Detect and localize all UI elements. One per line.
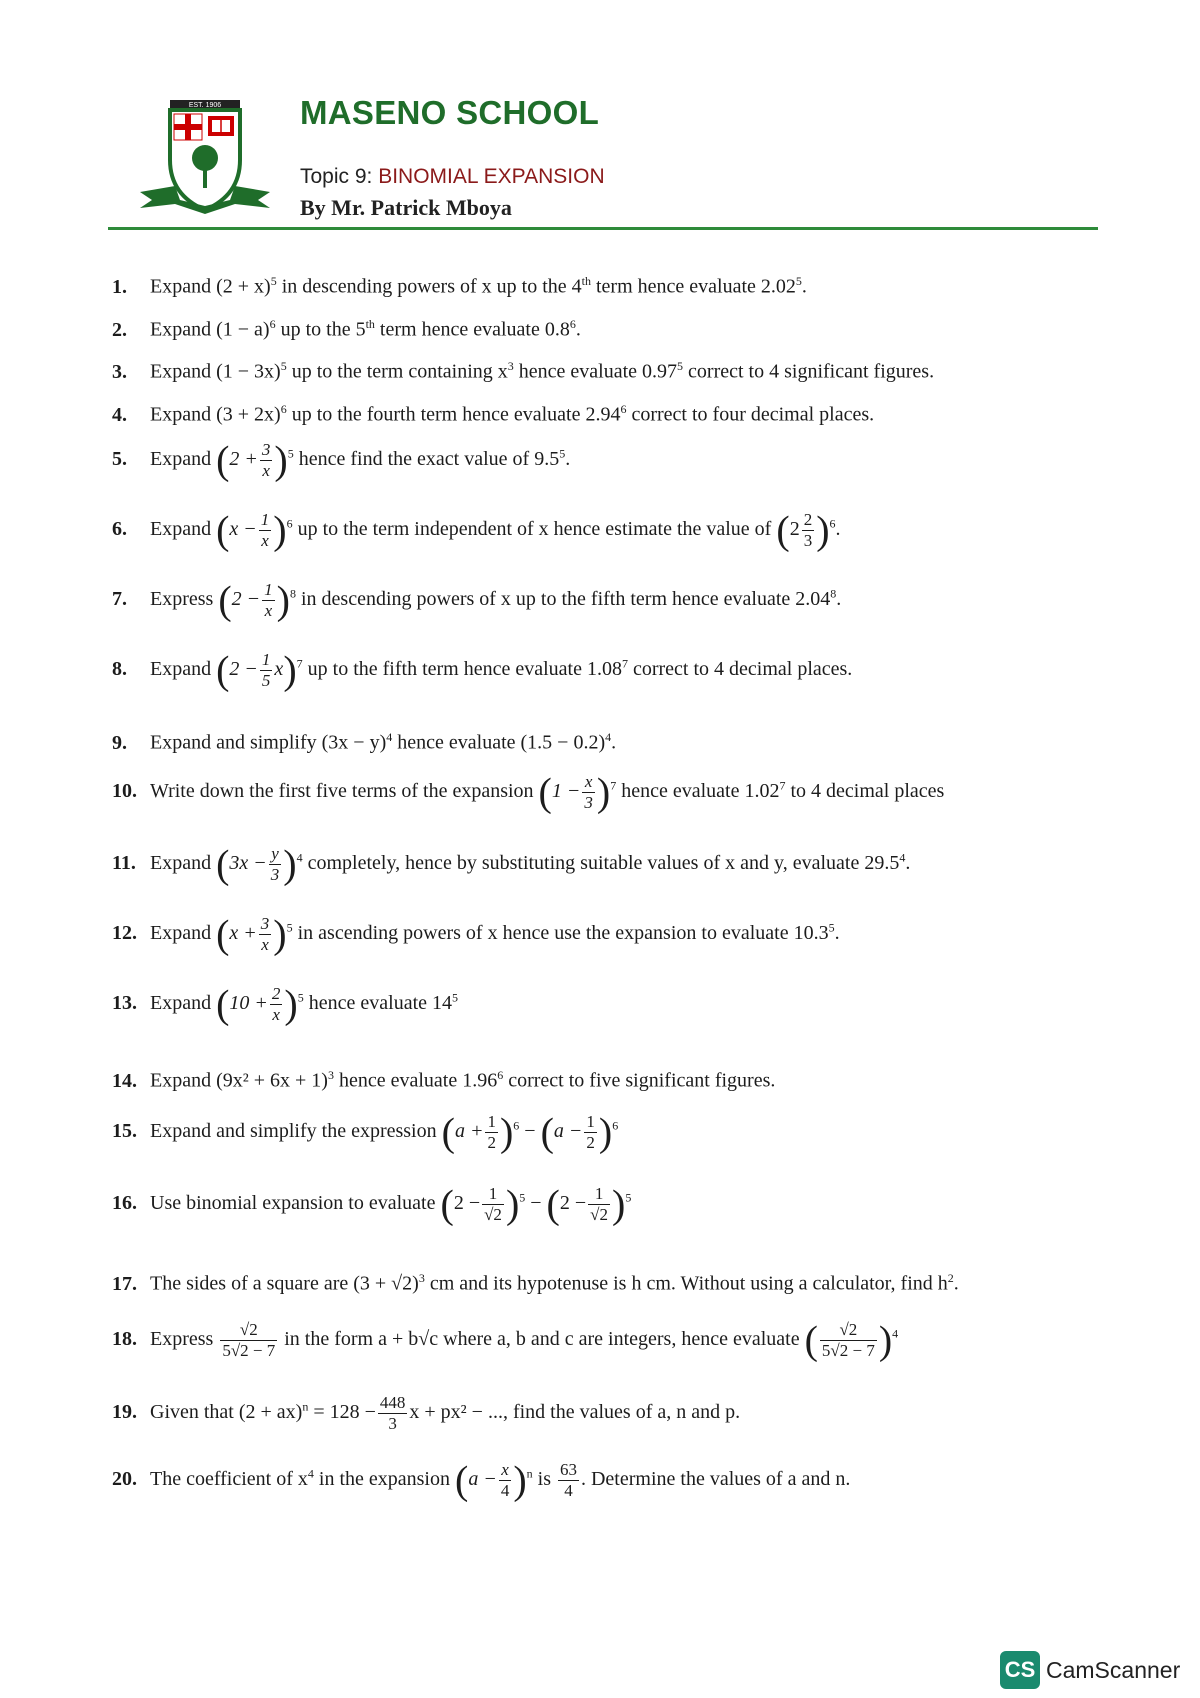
question-16: 16. Use binomial expansion to evaluate (2 − $\frac{1}{√2}$ )$^5$ − (2 − $\frac{1}{√2}$ )$^5$	[112, 1181, 632, 1227]
exponent: 3	[507, 359, 514, 373]
question-20: 20. The coefficient of $x^4$ in the expansion (a − $\frac{x}{4}$ )$^n$ is $\frac{63}{4}$ . Determine the values of a and n.	[112, 1457, 851, 1503]
question-1	[112, 268, 1102, 300]
question-text: .	[575, 318, 581, 341]
question-number: 8.	[112, 658, 127, 681]
exponent: n	[526, 1466, 533, 1481]
question-text: Given that (2 + ax)	[150, 1401, 303, 1424]
question-text: Expand	[150, 852, 212, 875]
fraction: $\frac{1}{√2}$	[590, 1184, 608, 1224]
author-line: By Mr. Patrick Mboya	[300, 195, 512, 220]
question-text: Expand (2 + x)	[150, 275, 271, 298]
question-text: Expand (3 + 2x)	[150, 403, 281, 426]
question-text: hence evaluate 0.97	[513, 360, 678, 383]
question-8: 8. Expand (2 − $\frac{1}{5}$ x)$^7$ up to the fifth term hence evaluate 1.08$^7$ correct to 4 decimal places.	[112, 647, 853, 693]
math-term: 2	[789, 518, 800, 541]
camscanner-label: CamScanner	[1046, 1656, 1181, 1683]
question-text: correct to four decimal places.	[626, 403, 875, 426]
exponent: 6	[569, 317, 576, 331]
exponent: 5	[519, 1190, 526, 1205]
question-text: in ascending powers of x hence use the expansion to evaluate 10.3	[292, 922, 829, 945]
exponent: 7	[296, 656, 303, 671]
math-term: x −	[229, 518, 257, 541]
question-text: .	[565, 448, 571, 471]
math-operator: −	[519, 1120, 541, 1143]
question-number: 3.	[112, 360, 127, 383]
exponent: 8	[830, 586, 837, 601]
exponent: 5	[270, 274, 277, 288]
question-text: hence evaluate (1.5 − 0.2)	[392, 731, 606, 754]
question-number: 10.	[112, 780, 137, 803]
question-15: 15. Expand and simplify the expression (a + $\frac{1}{2}$ )$^6$ − (a − $\frac{1}{2}$ )$^6$	[112, 1109, 619, 1155]
question-text: up to the 5	[275, 318, 366, 341]
question-12: 12. Expand (x + $\frac{3}{x}$ )$^5$ in ascending powers of x hence use the expansion to evaluate 10.3$^5$.	[112, 911, 840, 957]
math-term: a −	[553, 1120, 583, 1143]
math-term: x +	[229, 922, 257, 945]
exponent: 4	[892, 1326, 899, 1341]
question-text: Expand	[150, 992, 212, 1015]
exponent: 6	[497, 1068, 504, 1082]
question-text: Expand	[150, 658, 212, 681]
question-text: x + px² − ..., find the values of a, n and p.	[409, 1401, 741, 1424]
topic-title	[300, 165, 605, 189]
math-term: a +	[454, 1120, 484, 1143]
question-text: correct to 4 significant figures.	[683, 360, 935, 383]
question-text: cm and its hypotenuse is h cm. Without using a calculator, find h	[424, 1272, 948, 1295]
question-text: is	[532, 1468, 551, 1491]
question-text: The coefficient of x	[150, 1468, 308, 1491]
school-name: MASENO SCHOOL	[300, 94, 600, 131]
question-number: 4.	[112, 403, 127, 426]
exponent: 5	[280, 359, 287, 373]
math-term: 2 −	[559, 1192, 587, 1215]
header-divider	[108, 227, 1098, 230]
question-text: Expand and simplify (3x − y)	[150, 731, 387, 754]
fraction: $\frac{2}{3}$	[803, 510, 813, 550]
exponent: 4	[296, 850, 303, 865]
question-text: hence find the exact value of 9.5	[293, 448, 560, 471]
exponent: 6	[612, 1118, 619, 1133]
question-text: Expand	[150, 922, 212, 945]
question-number: 11.	[112, 852, 136, 875]
question-text: .	[953, 1272, 959, 1295]
question-11: 11. Expand (3x − $\frac{y}{3}$ )$^4$ completely, hence by substituting suitable values of x and y, evaluate 29.5$^4$.	[112, 841, 911, 887]
topic-name: BINOMIAL EXPANSION	[378, 165, 605, 188]
fraction: $\frac{1}{x}$	[264, 580, 273, 620]
exponent: 4	[386, 730, 393, 744]
question-text: .	[836, 588, 842, 611]
math-term: 2 −	[453, 1192, 481, 1215]
question-text: Expand (1 − a)	[150, 318, 270, 341]
fraction: $\frac{x}{3}$	[584, 772, 593, 812]
fraction: $\frac{1}{2}$	[487, 1112, 496, 1152]
question-10: 10. Write down the first five terms of the expansion (1 − $\frac{x}{3}$ )$^7$ hence evaluate 1.02$^7$ to 4 decimal places	[112, 769, 945, 815]
fraction: $\frac{y}{3}$	[270, 844, 280, 884]
exponent: 4	[899, 850, 906, 865]
question-14	[112, 1062, 1102, 1094]
question-text: correct to five significant figures.	[503, 1069, 776, 1092]
exponent: 8	[289, 586, 296, 601]
camscanner-watermark	[1000, 1650, 1180, 1690]
fraction: $\frac{1}{√2}$	[484, 1184, 502, 1224]
fraction: $\frac{x}{4}$	[500, 1460, 510, 1500]
question-text: up to the term independent of x hence estimate the value of	[292, 518, 772, 541]
exponent: 5	[297, 990, 304, 1005]
exponent: th	[581, 274, 591, 288]
exponent: 5	[287, 446, 294, 461]
question-number: 19.	[112, 1401, 137, 1424]
question-text: hence evaluate 14	[303, 992, 453, 1015]
exponent: 6	[286, 516, 293, 531]
fraction: $\frac{448}{3}$	[379, 1393, 406, 1433]
exponent: 5	[452, 990, 459, 1005]
question-text: in the expansion	[313, 1468, 450, 1491]
exponent: 7	[621, 656, 628, 671]
question-number: 12.	[112, 922, 137, 945]
school-crest-logo	[140, 100, 270, 220]
question-text: .	[834, 922, 840, 945]
exponent: 5	[559, 446, 566, 461]
exponent: n	[302, 1399, 309, 1414]
question-text: completely, hence by substituting suitable values of x and y, evaluate 29.5	[302, 852, 900, 875]
question-text: up to the fourth term hence evaluate 2.94	[286, 403, 621, 426]
exponent: 3	[327, 1068, 334, 1082]
exponent: 6	[280, 402, 287, 416]
question-number: 2.	[112, 318, 127, 341]
question-number: 14.	[112, 1069, 137, 1092]
exponent: 7	[610, 778, 617, 793]
math-term: 10 +	[229, 992, 268, 1015]
question-text: Expand (1 − 3x)	[150, 360, 281, 383]
question-number: 1.	[112, 275, 127, 298]
exponent: 5	[795, 274, 802, 288]
question-text: in descending powers of x up to the 4	[276, 275, 582, 298]
svg-text:EST. 1906: EST. 1906	[188, 102, 222, 109]
exponent: 5	[625, 1190, 632, 1205]
question-9	[112, 724, 1102, 756]
question-text: term hence evaluate 0.8	[374, 318, 570, 341]
exponent: 4	[605, 730, 612, 744]
question-text: The sides of a square are (3 + √2)	[150, 1272, 419, 1295]
math-term: 2 −	[231, 588, 261, 611]
question-text: Write down the first five terms of the expansion	[150, 780, 534, 803]
question-number: 13.	[112, 992, 137, 1015]
exponent: 5	[828, 920, 835, 935]
question-text: hence evaluate 1.02	[616, 780, 780, 803]
question-2	[112, 311, 1102, 343]
question-text: .	[611, 731, 617, 754]
question-text: to 4 decimal places	[785, 780, 945, 803]
question-text: Express	[150, 588, 214, 611]
math-term: 2 −	[229, 658, 258, 681]
fraction: $\frac{√2}{5√2 - 7}$	[222, 1320, 276, 1360]
exponent: 5	[677, 359, 684, 373]
exponent: 5	[286, 920, 293, 935]
math-term: 3x −	[229, 852, 267, 875]
question-5: 5. Expand (2 + $\frac{3}{x}$ )$^5$ hence find the exact value of $9.5^5$.	[112, 437, 571, 483]
question-text: Expand (9x² + 6x + 1)	[150, 1069, 328, 1092]
fraction: $\frac{3}{x}$	[261, 440, 271, 480]
question-text: . Determine the values of a and n.	[580, 1468, 851, 1491]
exponent: 7	[779, 778, 786, 793]
question-text: Use binomial expansion to evaluate	[150, 1192, 436, 1215]
fraction: $\frac{2}{x}$	[271, 984, 281, 1024]
fraction: $\frac{1}{x}$	[260, 510, 270, 550]
question-number: 20.	[112, 1468, 137, 1491]
question-4	[112, 396, 1102, 428]
question-3	[112, 353, 1102, 385]
question-text: .	[905, 852, 911, 875]
math-term: x	[274, 658, 284, 681]
question-number: 5.	[112, 448, 127, 471]
question-19	[112, 1393, 1102, 1434]
exponent: 2	[947, 1271, 954, 1285]
question-18: 18. Express $\frac{√2}{5√2 - 7}$ in the form a + b√c where a, b and c are integers, hence evaluate ( $\frac{√2}{5√2 - 7}$ )$^4$	[112, 1317, 899, 1363]
exponent: 6	[513, 1118, 520, 1133]
camscanner-logo-icon: CS	[1000, 1651, 1040, 1689]
math-term: 2 +	[229, 448, 258, 471]
math-term: 1 −	[551, 780, 581, 803]
question-text: term hence evaluate 2.02	[591, 275, 796, 298]
exponent: 6	[620, 402, 627, 416]
exponent: 6	[829, 516, 836, 531]
exponent: th	[365, 317, 375, 331]
question-text: Express	[150, 1328, 214, 1351]
exponent: 4	[307, 1466, 314, 1481]
question-number: 15.	[112, 1120, 137, 1143]
question-number: 9.	[112, 731, 127, 754]
fraction: $\frac{63}{4}$	[559, 1460, 577, 1500]
question-text: up to the term containing x	[286, 360, 508, 383]
question-number: 6.	[112, 518, 127, 541]
question-text: .	[835, 518, 841, 541]
header	[0, 0, 1200, 240]
question-text: in descending powers of x up to the fifth term hence evaluate 2.04	[295, 588, 831, 611]
question-text: = 128 −	[308, 1401, 376, 1424]
question-text: up to the fifth term hence evaluate 1.08	[302, 658, 622, 681]
question-text: .	[801, 275, 807, 298]
question-text: Expand	[150, 518, 212, 541]
math-operator: −	[525, 1192, 547, 1215]
exponent: 3	[418, 1271, 425, 1285]
fraction: $\frac{1}{2}$	[586, 1112, 595, 1152]
fraction: $\frac{√2}{5√2 - 7}$	[821, 1320, 875, 1360]
question-text: Expand	[150, 448, 212, 471]
question-17	[112, 1265, 1102, 1297]
question-number: 17.	[112, 1272, 137, 1295]
fraction: $\frac{3}{x}$	[260, 914, 270, 954]
exponent: 6	[269, 317, 276, 331]
question-13: 13. Expand (10 + $\frac{2}{x}$ )$^5$ hence evaluate $14^5$	[112, 981, 459, 1027]
question-text: correct to 4 decimal places.	[627, 658, 853, 681]
question-6: 6. Expand (x − $\frac{1}{x}$ )$^6$ up to the term independent of x hence estimate the value of (2 $\frac{2}{3}$ )$^6$.	[112, 507, 841, 553]
question-number: 7.	[112, 588, 127, 611]
topic-prefix: Topic 9:	[300, 165, 379, 188]
question-text: Expand and simplify the expression	[150, 1120, 437, 1143]
question-7: 7. Express (2 − $\frac{1}{x}$ )$^8$ in descending powers of x up to the fifth term hence evaluate 2.04$^8$.	[112, 577, 842, 623]
fraction: $\frac{1}{5}$	[261, 650, 271, 690]
question-number: 16.	[112, 1192, 137, 1215]
question-number: 18.	[112, 1328, 137, 1351]
math-term: a −	[468, 1468, 497, 1491]
question-text: hence evaluate 1.96	[333, 1069, 498, 1092]
question-text: in the form a + b√c where a, b and c are integers, hence evaluate	[279, 1328, 800, 1351]
